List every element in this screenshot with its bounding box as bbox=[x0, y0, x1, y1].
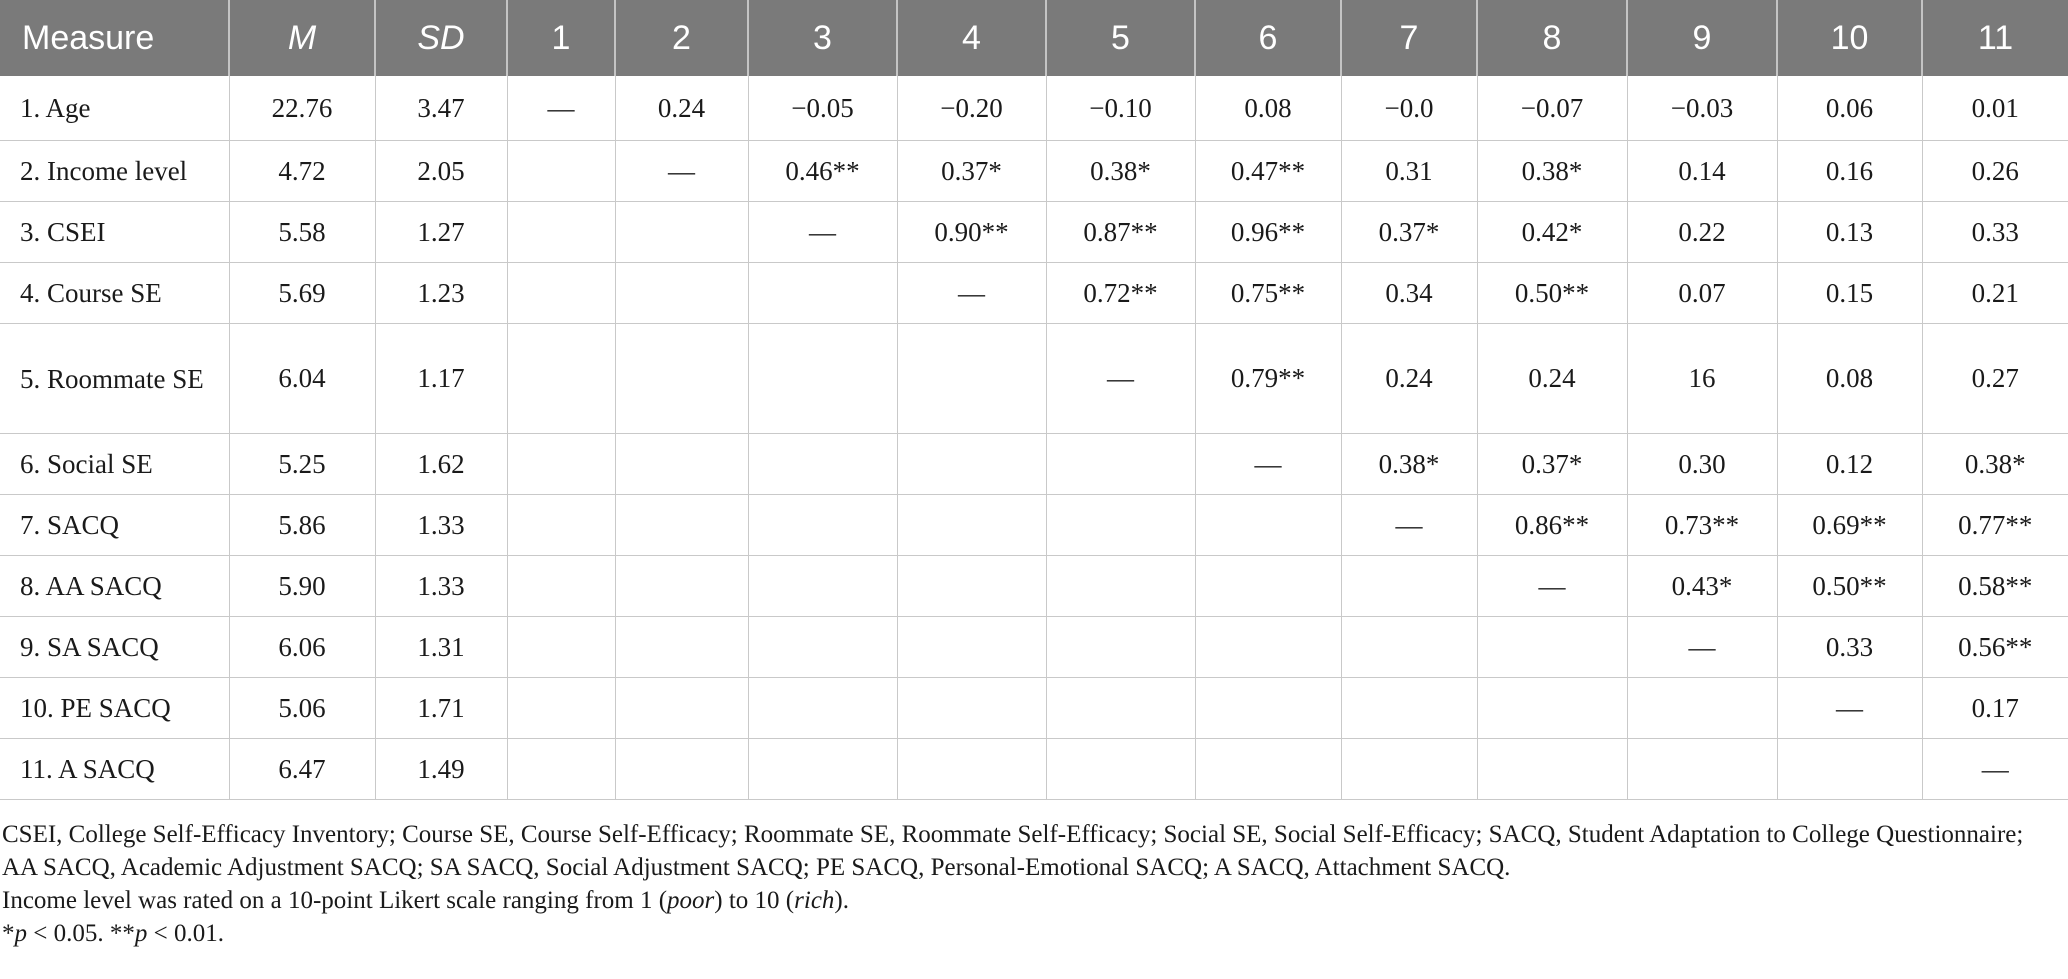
value-cell bbox=[748, 495, 897, 556]
value-cell: 0.43* bbox=[1627, 556, 1777, 617]
abbreviation-note: CSEI, College Self-Efficacy Inventory; Course SE, Course Self-Efficacy; Roommate SE, Roommate Self-Efficacy; Social SE, Social Self-Efficacy; SACQ, Student Adaptation to College Questionnaire; AA SACQ, Academic Adjustment SACQ; SA SACQ, Social Adjustment SACQ; PE SACQ, Personal-Emotional SACQ; A SACQ, Attachment SACQ. bbox=[2, 821, 2024, 881]
value-cell: 0.75** bbox=[1195, 263, 1341, 324]
measure-cell: 2. Income level bbox=[0, 141, 229, 202]
value-cell: −0.20 bbox=[897, 76, 1046, 141]
value-cell bbox=[615, 556, 748, 617]
value-cell bbox=[1046, 495, 1195, 556]
value-cell: 1.31 bbox=[375, 617, 507, 678]
table-row bbox=[0, 263, 2068, 324]
value-cell: −0.05 bbox=[748, 76, 897, 141]
sig-p-two: p bbox=[134, 920, 148, 947]
value-cell bbox=[1341, 739, 1477, 800]
header-measure: Measure bbox=[0, 0, 229, 76]
value-cell bbox=[615, 617, 748, 678]
value-cell: 0.30 bbox=[1627, 434, 1777, 495]
value-cell bbox=[615, 495, 748, 556]
header-sd: SD bbox=[375, 0, 507, 76]
measure-cell: 4. Course SE bbox=[0, 263, 229, 324]
value-cell: 16 bbox=[1627, 324, 1777, 434]
value-cell bbox=[1477, 617, 1627, 678]
value-cell: — bbox=[897, 263, 1046, 324]
value-cell: 0.07 bbox=[1627, 263, 1777, 324]
value-cell: 4.72 bbox=[229, 141, 375, 202]
value-cell: 0.22 bbox=[1627, 202, 1777, 263]
table-notes bbox=[0, 818, 2060, 950]
table-row bbox=[0, 678, 2068, 739]
header-col-9: 9 bbox=[1627, 0, 1777, 76]
value-cell: 0.24 bbox=[1477, 324, 1627, 434]
value-cell: 0.33 bbox=[1777, 617, 1922, 678]
measure-cell: 3. CSEI bbox=[0, 202, 229, 263]
value-cell: 0.13 bbox=[1777, 202, 1922, 263]
value-cell: 0.38* bbox=[1046, 141, 1195, 202]
value-cell: 1.71 bbox=[375, 678, 507, 739]
value-cell: −0.03 bbox=[1627, 76, 1777, 141]
value-cell bbox=[507, 556, 615, 617]
value-cell: 5.25 bbox=[229, 434, 375, 495]
table-row bbox=[0, 617, 2068, 678]
value-cell bbox=[1046, 434, 1195, 495]
value-cell: 0.72** bbox=[1046, 263, 1195, 324]
value-cell: 1.17 bbox=[375, 324, 507, 434]
value-cell bbox=[615, 739, 748, 800]
value-cell bbox=[1341, 556, 1477, 617]
header-col-2: 2 bbox=[615, 0, 748, 76]
value-cell: 0.38* bbox=[1341, 434, 1477, 495]
value-cell bbox=[507, 434, 615, 495]
header-col-8: 8 bbox=[1477, 0, 1627, 76]
value-cell: −0.0 bbox=[1341, 76, 1477, 141]
header-mean: M bbox=[229, 0, 375, 76]
value-cell bbox=[748, 434, 897, 495]
value-cell: 6.47 bbox=[229, 739, 375, 800]
value-cell: 0.77** bbox=[1922, 495, 2068, 556]
value-cell: 0.34 bbox=[1341, 263, 1477, 324]
measure-cell: 10. PE SACQ bbox=[0, 678, 229, 739]
value-cell bbox=[1195, 739, 1341, 800]
value-cell: 0.73** bbox=[1627, 495, 1777, 556]
value-cell bbox=[1195, 678, 1341, 739]
value-cell: 0.16 bbox=[1777, 141, 1922, 202]
value-cell bbox=[1341, 678, 1477, 739]
value-cell bbox=[1627, 739, 1777, 800]
value-cell bbox=[1341, 617, 1477, 678]
value-cell bbox=[507, 324, 615, 434]
value-cell: 0.47** bbox=[1195, 141, 1341, 202]
value-cell: 0.01 bbox=[1922, 76, 2068, 141]
header-col-11: 11 bbox=[1922, 0, 2068, 76]
income-note-mid: ) to 10 ( bbox=[714, 887, 795, 914]
value-cell: — bbox=[1046, 324, 1195, 434]
value-cell: 5.06 bbox=[229, 678, 375, 739]
measure-cell: 8. AA SACQ bbox=[0, 556, 229, 617]
value-cell: — bbox=[1195, 434, 1341, 495]
value-cell: 0.46** bbox=[748, 141, 897, 202]
value-cell: 5.86 bbox=[229, 495, 375, 556]
table-row bbox=[0, 495, 2068, 556]
value-cell bbox=[897, 556, 1046, 617]
value-cell: 0.24 bbox=[1341, 324, 1477, 434]
value-cell bbox=[1195, 617, 1341, 678]
significance-note bbox=[0, 917, 2060, 950]
income-note-suffix: ). bbox=[834, 887, 849, 914]
value-cell bbox=[748, 678, 897, 739]
sig-mid: < 0.05. ** bbox=[27, 920, 135, 947]
value-cell: 0.12 bbox=[1777, 434, 1922, 495]
value-cell: 0.38* bbox=[1922, 434, 2068, 495]
value-cell: 0.50** bbox=[1477, 263, 1627, 324]
value-cell: — bbox=[748, 202, 897, 263]
value-cell: 2.05 bbox=[375, 141, 507, 202]
value-cell bbox=[897, 678, 1046, 739]
value-cell: −0.07 bbox=[1477, 76, 1627, 141]
value-cell bbox=[1046, 739, 1195, 800]
table-row bbox=[0, 141, 2068, 202]
value-cell: 0.38* bbox=[1477, 141, 1627, 202]
value-cell: 0.56** bbox=[1922, 617, 2068, 678]
value-cell bbox=[897, 324, 1046, 434]
value-cell: — bbox=[615, 141, 748, 202]
value-cell: 6.04 bbox=[229, 324, 375, 434]
header-col-3: 3 bbox=[748, 0, 897, 76]
table-header bbox=[0, 0, 2068, 76]
value-cell: 0.08 bbox=[1195, 76, 1341, 141]
value-cell: 1.23 bbox=[375, 263, 507, 324]
value-cell: 0.06 bbox=[1777, 76, 1922, 141]
value-cell bbox=[1195, 556, 1341, 617]
value-cell bbox=[897, 617, 1046, 678]
value-cell: 0.21 bbox=[1922, 263, 2068, 324]
table-row bbox=[0, 76, 2068, 141]
value-cell bbox=[507, 202, 615, 263]
value-cell bbox=[507, 495, 615, 556]
value-cell bbox=[897, 495, 1046, 556]
value-cell: 0.90** bbox=[897, 202, 1046, 263]
value-cell: 0.96** bbox=[1195, 202, 1341, 263]
table-row bbox=[0, 202, 2068, 263]
income-note-rich: rich bbox=[794, 887, 835, 914]
value-cell: — bbox=[1922, 739, 2068, 800]
value-cell bbox=[507, 617, 615, 678]
value-cell: −0.10 bbox=[1046, 76, 1195, 141]
value-cell bbox=[1477, 739, 1627, 800]
value-cell: 5.90 bbox=[229, 556, 375, 617]
value-cell bbox=[507, 141, 615, 202]
sig-end: < 0.01. bbox=[147, 920, 224, 947]
value-cell bbox=[748, 617, 897, 678]
table-body bbox=[0, 76, 2068, 800]
value-cell bbox=[615, 202, 748, 263]
value-cell: 0.79** bbox=[1195, 324, 1341, 434]
value-cell: 0.15 bbox=[1777, 263, 1922, 324]
header-col-6: 6 bbox=[1195, 0, 1341, 76]
value-cell bbox=[615, 678, 748, 739]
value-cell: 0.31 bbox=[1341, 141, 1477, 202]
value-cell bbox=[1046, 617, 1195, 678]
value-cell bbox=[1477, 678, 1627, 739]
value-cell: 0.37* bbox=[897, 141, 1046, 202]
value-cell bbox=[615, 434, 748, 495]
header-col-1: 1 bbox=[507, 0, 615, 76]
value-cell: 5.58 bbox=[229, 202, 375, 263]
value-cell: 0.17 bbox=[1922, 678, 2068, 739]
value-cell: 1.62 bbox=[375, 434, 507, 495]
value-cell: 0.14 bbox=[1627, 141, 1777, 202]
value-cell: — bbox=[1627, 617, 1777, 678]
header-row bbox=[0, 0, 2068, 76]
income-note-poor: poor bbox=[667, 887, 715, 914]
value-cell: 0.87** bbox=[1046, 202, 1195, 263]
value-cell: 0.69** bbox=[1777, 495, 1922, 556]
value-cell: 6.06 bbox=[229, 617, 375, 678]
value-cell bbox=[1195, 495, 1341, 556]
income-note-prefix: Income level was rated on a 10-point Likert scale ranging from 1 ( bbox=[2, 887, 668, 914]
header-col-10: 10 bbox=[1777, 0, 1922, 76]
value-cell: 0.50** bbox=[1777, 556, 1922, 617]
income-scale-note bbox=[0, 884, 2060, 917]
measure-cell: 9. SA SACQ bbox=[0, 617, 229, 678]
value-cell: 1.49 bbox=[375, 739, 507, 800]
value-cell: 0.37* bbox=[1477, 434, 1627, 495]
header-col-5: 5 bbox=[1046, 0, 1195, 76]
value-cell bbox=[748, 324, 897, 434]
measure-cell: 5. Roommate SE bbox=[0, 324, 229, 434]
value-cell: 3.47 bbox=[375, 76, 507, 141]
value-cell: 22.76 bbox=[229, 76, 375, 141]
header-col-7: 7 bbox=[1341, 0, 1477, 76]
value-cell: 0.24 bbox=[615, 76, 748, 141]
measure-cell: 1. Age bbox=[0, 76, 229, 141]
value-cell bbox=[1627, 678, 1777, 739]
measure-cell: 7. SACQ bbox=[0, 495, 229, 556]
value-cell: 0.37* bbox=[1341, 202, 1477, 263]
value-cell: 0.27 bbox=[1922, 324, 2068, 434]
value-cell: 5.69 bbox=[229, 263, 375, 324]
value-cell bbox=[748, 739, 897, 800]
value-cell: — bbox=[507, 76, 615, 141]
value-cell bbox=[507, 678, 615, 739]
sig-p-one: p bbox=[14, 920, 27, 947]
value-cell bbox=[615, 324, 748, 434]
table-row bbox=[0, 434, 2068, 495]
value-cell: 0.26 bbox=[1922, 141, 2068, 202]
measure-cell: 11. A SACQ bbox=[0, 739, 229, 800]
value-cell bbox=[507, 263, 615, 324]
value-cell: 0.86** bbox=[1477, 495, 1627, 556]
value-cell bbox=[615, 263, 748, 324]
value-cell: — bbox=[1477, 556, 1627, 617]
value-cell: 0.58** bbox=[1922, 556, 2068, 617]
value-cell: — bbox=[1777, 678, 1922, 739]
value-cell: 0.08 bbox=[1777, 324, 1922, 434]
value-cell bbox=[897, 739, 1046, 800]
table-row bbox=[0, 324, 2068, 434]
value-cell bbox=[1777, 739, 1922, 800]
sig-star-one: * bbox=[2, 920, 15, 947]
table-row bbox=[0, 556, 2068, 617]
value-cell bbox=[748, 263, 897, 324]
header-col-4: 4 bbox=[897, 0, 1046, 76]
value-cell: 1.27 bbox=[375, 202, 507, 263]
value-cell: — bbox=[1341, 495, 1477, 556]
value-cell bbox=[1046, 556, 1195, 617]
value-cell: 0.42* bbox=[1477, 202, 1627, 263]
value-cell bbox=[507, 739, 615, 800]
value-cell bbox=[748, 556, 897, 617]
value-cell bbox=[1046, 678, 1195, 739]
table-row bbox=[0, 739, 2068, 800]
value-cell: 1.33 bbox=[375, 556, 507, 617]
value-cell: 0.33 bbox=[1922, 202, 2068, 263]
value-cell: 1.33 bbox=[375, 495, 507, 556]
measure-cell: 6. Social SE bbox=[0, 434, 229, 495]
value-cell bbox=[897, 434, 1046, 495]
